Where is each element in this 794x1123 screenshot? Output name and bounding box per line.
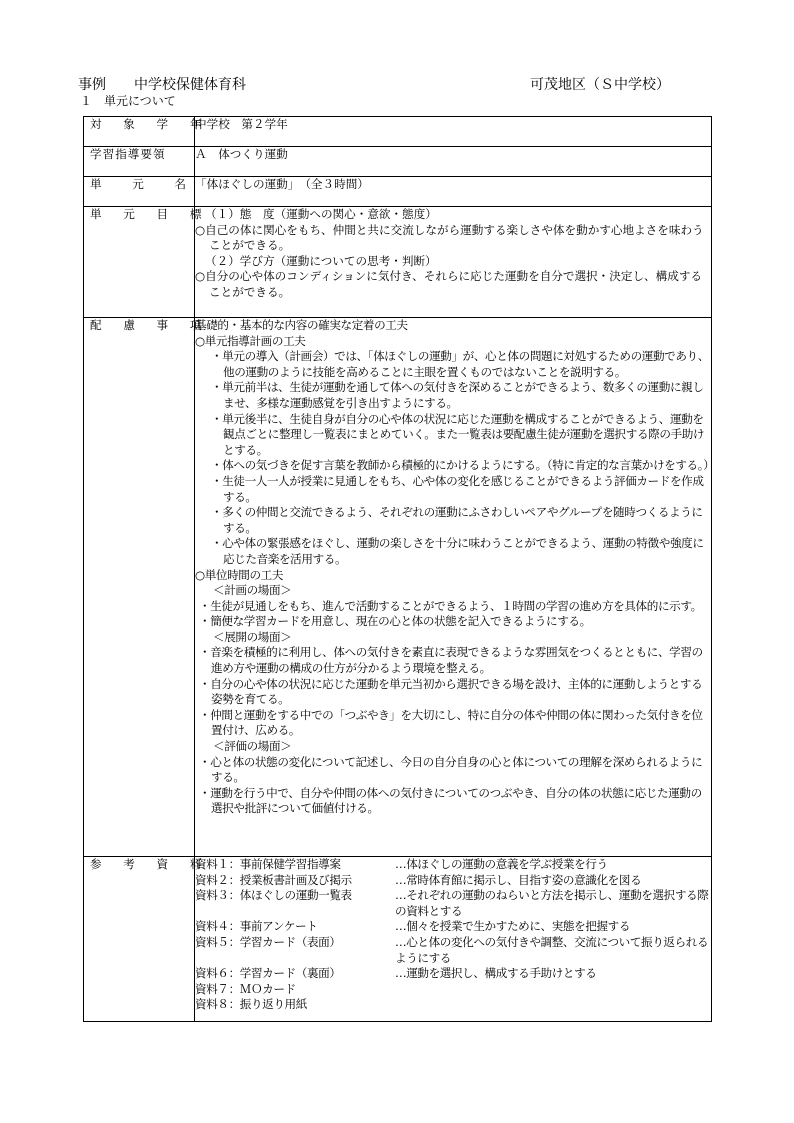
- unit-time-heading: ○単位時間の工夫: [195, 567, 284, 582]
- scene-heading: ＜展開の場面＞: [213, 629, 292, 644]
- unit-name-value: 「体ほぐしの運動」 （全３時間）: [195, 177, 712, 207]
- reference-desc: …運動を選択し、構成する手助けとする: [395, 966, 597, 981]
- list-item: ・多くの仲間と交流できるよう、それぞれの運動にふさわしいペアやグループを随時つくるようにする。: [211, 505, 703, 535]
- label-cell: [84, 207, 211, 318]
- list-item: ・自分の心や体の状況に応じた運動を単元当初から選択できる場を設け、主体的に運動しようとする姿勢を育てる。: [199, 676, 703, 707]
- goal-item: ○自分の心や体のコンディションに気付き、それらに応じた運動を自分で選択・決定し、構成することができる。: [195, 269, 703, 299]
- list-item: ・単元の導入（計画会）では、「体ほぐしの運動」が、心と体の問題に対処するための運動であり、他の運動のように技能を高めることに主眼を置くものではないことを説明する。: [211, 349, 709, 379]
- guideline-label: 学習指導要領: [90, 147, 166, 161]
- reference-name: 資料１：事前保健学習指導案: [195, 857, 341, 871]
- row-unit-goals: [84, 207, 712, 318]
- reference-name: 資料２：授業板書計画及び掲示: [195, 872, 352, 887]
- guideline-value: Ａ 体つくり運動: [195, 147, 712, 177]
- reference-item: [195, 935, 711, 966]
- label-cell: [84, 117, 211, 147]
- reference-name: 資料８：振り返り用紙: [195, 997, 307, 1012]
- document-title: 事例 中学校保健体育科: [78, 77, 246, 93]
- reference-item: [195, 997, 711, 1013]
- references-content: [195, 857, 712, 1022]
- reference-item: [195, 873, 711, 889]
- reference-desc: …心と体の変化への気付きや調整、交流について振り返られるようにする: [395, 934, 709, 965]
- reference-desc: [395, 982, 711, 998]
- considerations-label: 配 慮 事 項: [90, 318, 211, 332]
- label-cell: [84, 177, 195, 207]
- reference-item: [195, 982, 711, 998]
- school-name: 可茂地区（Ｓ中学校）: [530, 77, 670, 93]
- reference-desc: …個々を授業で生かすために、実態を把握する: [395, 919, 631, 934]
- reference-name: 資料４：事前アンケート: [195, 919, 318, 934]
- reference-item: [195, 888, 711, 919]
- row-references: [84, 857, 712, 1022]
- goal-item: ○自己の体に関心をもち、仲間と共に交流しながら運動する楽しさや体を動かす心地よさを味わうことができる。: [195, 222, 704, 253]
- list-item: ・生徒一人一人が授業に見通しをもち、心や体の変化を感じることができるよう評価カードを作成する。: [211, 473, 704, 504]
- considerations-content: [195, 318, 715, 857]
- list-item: ・簡便な学習カードを用意し、現在の心と体の状態を記入できるようにする。: [199, 614, 591, 629]
- list-item: ・単元前半は、生徒が運動を通して体への気付きを深めることができるよう、数多くの運動に親しませ、多様な運動感覚を引き出すようにする。: [211, 380, 704, 410]
- reference-desc: …それぞれの運動のねらいと方法を掲示し、運動を選択する際の資料とする: [395, 888, 709, 918]
- reference-name: 資料３：体ほぐしの運動一覧表: [195, 888, 352, 903]
- list-item: ・生徒が見通しをもち、進んで活動することができるよう、１時間の学習の進め方を具体的に示す。: [199, 598, 702, 613]
- scene-heading: ＜評価の場面＞: [213, 739, 292, 754]
- reference-name: 資料６：学習カード（裏面）: [195, 966, 341, 981]
- reference-item: [195, 966, 711, 982]
- reference-item: [195, 857, 711, 873]
- unit-goals-label: 単 元 目 標: [90, 207, 211, 221]
- row-unit-name: [84, 177, 712, 207]
- label-cell: [84, 147, 195, 177]
- scene-heading: ＜計画の場面＞: [213, 583, 292, 598]
- reference-name: 資料７：ＭＯカード: [195, 981, 296, 996]
- list-item: ・単元後半に、生徒自身が自分の心や体の状況に応じた運動を構成することができるよう、運動を観点ごとに整理し一覧表にまとめていく。また一覧表は要配慮生徒が運動を選択する際の手助けとする。: [211, 411, 705, 457]
- label-cell: [84, 857, 211, 1022]
- reference-name: 資料５：学習カード（表面）: [195, 934, 341, 949]
- unit-goals-content: [195, 207, 712, 318]
- unit-label-char: 元: [132, 177, 144, 191]
- unit-label-char: 名: [174, 177, 186, 191]
- section-heading: １ 単元について: [80, 94, 176, 108]
- reference-desc: …常時体育館に掲示し、目指す姿の意識化を図る: [395, 872, 642, 887]
- target-grade-value: 中学校 第２学年: [195, 117, 712, 147]
- row-guideline: [84, 147, 712, 177]
- row-considerations: [84, 318, 712, 857]
- goal-heading: （２）学び方（運動についての思考・判断）: [205, 253, 437, 268]
- considerations-intro: 基礎的・基本的な内容の確実な定着の工夫: [195, 318, 408, 332]
- list-item: ・心や体の緊張感をほぐし、運動の楽しさを十分に味わうことができるよう、運動の特徴や強度に応じた音楽を活用する。: [211, 536, 704, 566]
- references-label: 参 考 資 料: [90, 857, 211, 871]
- unit-label-char: 単: [90, 177, 102, 191]
- list-item: ・運動を行う中で、自分や仲間の体への気付きについてのつぶやき、自分の体の状態に応じた運動の選択や批評について価値付ける。: [199, 785, 702, 816]
- reference-item: [195, 919, 711, 935]
- target-grade-label: 対 象 学 年: [90, 117, 211, 131]
- list-item: ・仲間と運動をする中での「つぶやき」を大切にし、特に自分の体や仲間の体に関わった気付きを位置付け、広める。: [199, 707, 703, 738]
- list-item: ・心と体の状態の変化について記述し、今日の自分自身の心と体についての理解を深められるようにする。: [199, 754, 703, 785]
- plan-heading: ○単元指導計画の工夫: [195, 333, 306, 348]
- list-item: ・体への気づきを促す言葉を教師から積極的にかけるようにする。（特に肯定的な言葉かけをする。）: [211, 458, 715, 473]
- reference-desc: [395, 997, 711, 1013]
- unit-name-label: [84, 177, 194, 193]
- unit-table: [83, 116, 715, 1022]
- label-cell: [84, 318, 211, 857]
- row-target-grade: [84, 117, 712, 147]
- list-item: ・音楽を積極的に利用し、体への気付きを素直に表現できるような雰囲気をつくるとともに、学習の進め方や運動の構成の仕方が分かるよう環境を整える。: [199, 645, 703, 676]
- reference-desc: …体ほぐしの運動の意義を学ぶ授業を行う: [395, 857, 608, 871]
- goal-heading: （１）態 度（運動への関心・意欲・態度）: [205, 207, 437, 221]
